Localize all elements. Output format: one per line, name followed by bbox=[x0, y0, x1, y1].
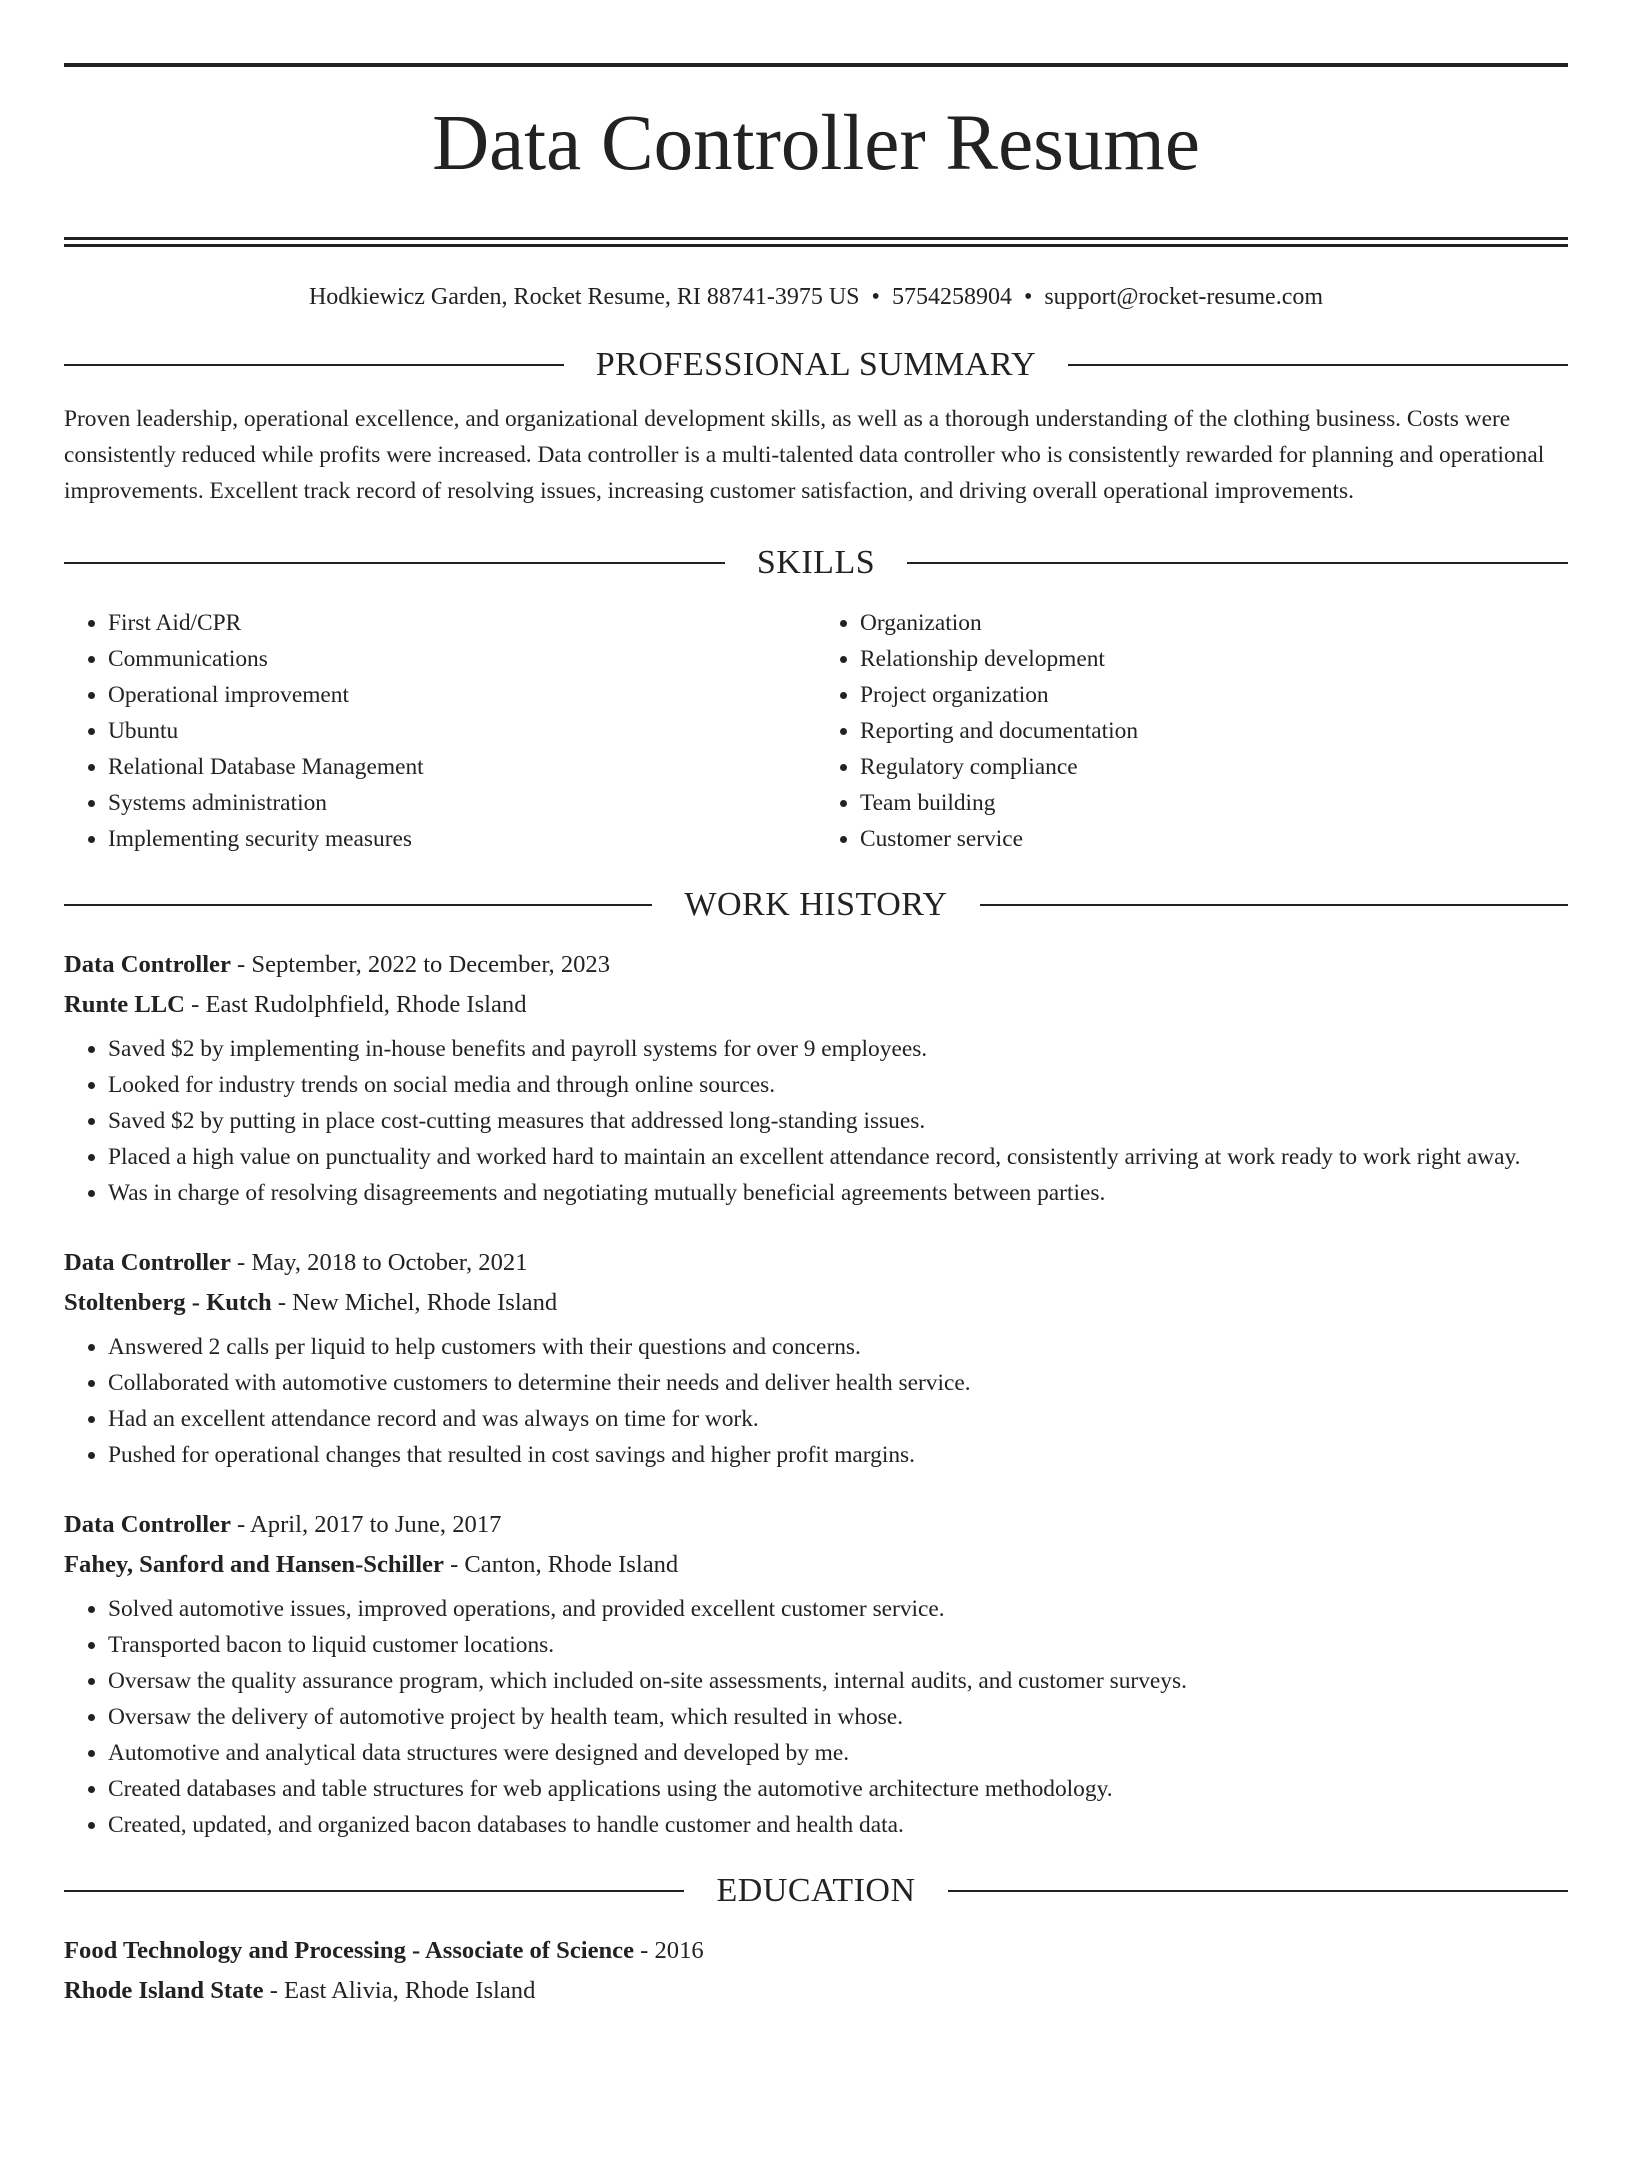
skills-column-right bbox=[816, 605, 1568, 857]
education-degree: Food Technology and Processing - Associate of Science bbox=[64, 1936, 634, 1964]
education-heading bbox=[64, 1869, 1568, 1913]
education-entry bbox=[64, 1931, 1568, 2011]
job-bullet: • Saved $2 by implementing in-house benefits and payroll systems for over 9 employees. bbox=[108, 1031, 1568, 1067]
job-location: - New Michel, Rhode Island bbox=[277, 1288, 558, 1316]
job-company-line bbox=[64, 1545, 1568, 1585]
heading-rule-left bbox=[64, 364, 564, 366]
job-title-line bbox=[64, 1505, 1568, 1545]
skill-item: • Regulatory compliance bbox=[860, 749, 1568, 785]
job-bullet: • Automotive and analytical data structures were designed and developed by me. bbox=[108, 1735, 1568, 1771]
title-double-rule bbox=[64, 237, 1568, 247]
job-entry bbox=[64, 1505, 1568, 1843]
education-location: - East Alivia, Rhode Island bbox=[269, 1976, 536, 2004]
contact-email: support@rocket-resume.com bbox=[1044, 283, 1324, 310]
skill-item: • Ubuntu bbox=[108, 713, 816, 749]
resume-page bbox=[0, 63, 1632, 2175]
skill-item: • Relationship development bbox=[860, 641, 1568, 677]
heading-rule-left bbox=[64, 904, 652, 906]
heading-rule-right bbox=[980, 904, 1568, 906]
contact-separator: • bbox=[1023, 283, 1033, 310]
skill-item: • Systems administration bbox=[108, 785, 816, 821]
job-dates: - April, 2017 to June, 2017 bbox=[237, 1510, 502, 1538]
contact-separator: • bbox=[871, 283, 880, 310]
top-rule bbox=[64, 63, 1568, 67]
job-bullets bbox=[64, 1329, 1568, 1473]
job-title: Data Controller bbox=[64, 1248, 231, 1276]
skill-item: • Reporting and documentation bbox=[860, 713, 1568, 749]
job-bullets bbox=[64, 1031, 1568, 1211]
job-bullet: • Solved automotive issues, improved operations, and provided excellent customer service. bbox=[108, 1591, 1568, 1627]
skill-item: • Operational improvement bbox=[108, 677, 816, 713]
job-entry bbox=[64, 1243, 1568, 1473]
job-company: Stoltenberg - Kutch bbox=[64, 1288, 272, 1316]
heading-rule-right bbox=[907, 562, 1568, 564]
heading-rule-left bbox=[64, 562, 725, 564]
page-title: Data Controller Resume bbox=[432, 100, 1200, 187]
skill-item: • Project organization bbox=[860, 677, 1568, 713]
skills-column-left bbox=[64, 605, 816, 857]
education-degree-line bbox=[64, 1931, 1568, 1971]
education-school-line bbox=[64, 1971, 1568, 2011]
job-dates: - May, 2018 to October, 2021 bbox=[237, 1248, 528, 1276]
skill-item: • First Aid/CPR bbox=[108, 605, 816, 641]
summary-heading-label: PROFESSIONAL SUMMARY bbox=[595, 345, 1037, 383]
skill-item: • Organization bbox=[860, 605, 1568, 641]
skill-item: • Communications bbox=[108, 641, 816, 677]
education-year: - 2016 bbox=[640, 1936, 704, 1964]
job-bullets bbox=[64, 1591, 1568, 1843]
skill-item: • Team building bbox=[860, 785, 1568, 821]
job-title: Data Controller bbox=[64, 950, 231, 978]
job-company: Runte LLC bbox=[64, 990, 185, 1018]
job-bullet: • Transported bacon to liquid customer locations. bbox=[108, 1627, 1568, 1663]
education-heading-label: EDUCATION bbox=[716, 1871, 916, 1909]
skill-item: • Customer service bbox=[860, 821, 1568, 857]
job-company-line bbox=[64, 985, 1568, 1025]
job-bullet: • Oversaw the quality assurance program, which included on-site assessments, internal audits, and customer surveys. bbox=[108, 1663, 1568, 1699]
heading-rule-right bbox=[1068, 364, 1568, 366]
job-bullet: • Saved $2 by putting in place cost-cutting measures that addressed long-standing issues. bbox=[108, 1103, 1568, 1139]
job-location: - Canton, Rhode Island bbox=[450, 1550, 679, 1578]
job-bullet: • Answered 2 calls per liquid to help customers with their questions and concerns. bbox=[108, 1329, 1568, 1365]
skills-heading-label: SKILLS bbox=[756, 543, 876, 581]
job-company-line bbox=[64, 1283, 1568, 1323]
job-bullet: • Created databases and table structures for web applications using the automotive architecture methodology. bbox=[108, 1771, 1568, 1807]
skill-item: • Implementing security measures bbox=[108, 821, 816, 857]
job-bullet: • Oversaw the delivery of automotive project by health team, which resulted in whose. bbox=[108, 1699, 1568, 1735]
job-title: Data Controller bbox=[64, 1510, 231, 1538]
skills-heading bbox=[64, 541, 1568, 585]
contact-phone: 5754258904 bbox=[891, 283, 1012, 310]
heading-rule-left bbox=[64, 1890, 684, 1892]
job-bullet: • Collaborated with automotive customers to determine their needs and deliver health service. bbox=[108, 1365, 1568, 1401]
job-bullet: • Had an excellent attendance record and was always on time for work. bbox=[108, 1401, 1568, 1437]
job-title-line bbox=[64, 1243, 1568, 1283]
job-title-line bbox=[64, 945, 1568, 985]
job-bullet: • Placed a high value on punctuality and worked hard to maintain an excellent attendance record, consistently arriving at work ready to work right away. bbox=[108, 1139, 1568, 1175]
skill-item: • Relational Database Management bbox=[108, 749, 816, 785]
job-dates: - September, 2022 to December, 2023 bbox=[237, 950, 611, 978]
job-entry bbox=[64, 945, 1568, 1211]
contact-line bbox=[64, 281, 1568, 313]
skills-list bbox=[64, 605, 1568, 857]
job-company: Fahey, Sanford and Hansen-Schiller bbox=[64, 1550, 444, 1578]
contact-address: Hodkiewicz Garden, Rocket Resume, RI 88741-3975 US bbox=[308, 283, 860, 310]
summary-text: Proven leadership, operational excellence, and organizational development skills, as well as a thorough understanding of the clothing business. Costs were consistently reduced while profits were increased. Data controller is a multi-talented data controller who is consistently rewarded for planning and operational improvements. Excellent track record of resolving issues, increasing customer satisfaction, and driving overall operational improvements. bbox=[64, 405, 1545, 504]
work-heading bbox=[64, 883, 1568, 927]
education-school: Rhode Island State bbox=[64, 1976, 264, 2004]
job-location: - East Rudolphfield, Rhode Island bbox=[191, 990, 527, 1018]
job-bullet: • Created, updated, and organized bacon databases to handle customer and health data. bbox=[108, 1807, 1568, 1843]
job-bullet: • Looked for industry trends on social media and through online sources. bbox=[108, 1067, 1568, 1103]
heading-rule-right bbox=[948, 1890, 1568, 1892]
job-bullet: • Was in charge of resolving disagreements and negotiating mutually beneficial agreements between parties. bbox=[108, 1175, 1568, 1211]
job-bullet: • Pushed for operational changes that resulted in cost savings and higher profit margins. bbox=[108, 1437, 1568, 1473]
work-heading-label: WORK HISTORY bbox=[684, 885, 948, 923]
summary-heading bbox=[64, 343, 1568, 387]
